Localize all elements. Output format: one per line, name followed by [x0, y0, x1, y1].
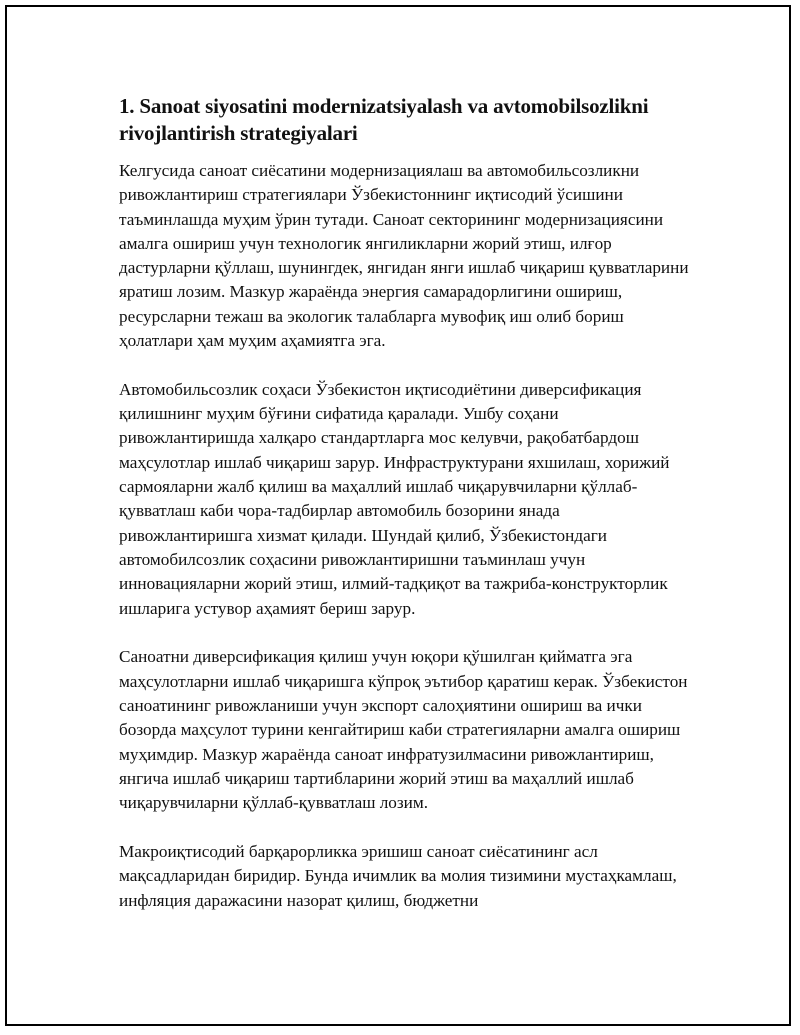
document-page [5, 5, 791, 1026]
paragraph-4: Макроиқтисодий барқарорликка эришиш саноат сиёсатининг асл мақсадларидан биридир. Бунда ичимлик ва молия тизимини мустаҳкамлаш, инфляция даражасини назорат қилиш, бюджетни [119, 841, 677, 910]
section-heading: 1. Sanoat siyosatini modernizatsiyalash va avtomobilsozlikni rivojlantirish strategiyalari [119, 94, 649, 145]
paragraph-1: Келгусида саноат сиёсатини модернизациялаш ва автомобильсозликни ривожлантириш стратегиялари Ўзбекистоннинг иқтисодий ўсишини таъминлашда муҳим ўрин тутади. Саноат секторининг модернизациясини амалга ошириш учун технологик янгиликларни жорий этиш, илғор дастурларни қўллаш, шунингдек, янгидан янги ишлаб чиқариш қувватларини яратиш лозим. Мазкур жараёнда энергия самарадорлигини ошириш, ресурсларни тежаш ва экологик талабларга мувофиқ иш олиб бориш ҳолатлари ҳам муҳим аҳамиятга эга. [119, 161, 689, 351]
paragraph-3: Саноатни диверсификация қилиш учун юқори қўшилган қийматга эга маҳсулотларни ишлаб чиқаришга кўпроқ эътибор қаратиш керак. Ўзбекистон саноатининг ривожланиши учун экспорт салоҳиятини ошириш ва ички бозорда маҳсулот турини кенгайтириш каби стратегияларни амалга ошириш муҳимдир. Мазкур жараёнда саноат инфратузилмасини ривожлантириш, янгича ишлаб чиқариш тартибларини жорий этиш ва маҳаллий ишлаб чиқарувчиларни қўллаб-қувватлаш лозим. [119, 647, 688, 813]
document-body [119, 93, 695, 937]
paragraph-2: Автомобильсозлик соҳаси Ўзбекистон иқтисодиётини диверсификация қилишнинг муҳим бўғини сифатида қаралади. Ушбу соҳани ривожлантиришда халқаро стандартларга мос келувчи, рақобатбардош маҳсулотлар ишлаб чиқариш зарур. Инфраструктурани яхшилаш, хорижий сармояларни жалб қилиш ва маҳаллий ишлаб чиқарувчиларни қўллаб-қувватлаш каби чора-тадбирлар автомобиль бозорини янада ривожлантиришга хизмат қилади. Шундай қилиб, Ўзбекистондаги автомобилсозлик соҳасини ривожлантиришни таъминлаш учун инновацияларни жорий этиш, илмий-тадқиқот ва тажриба-конструкторлик ишларига устувор аҳамият бериш зарур. [119, 379, 670, 618]
